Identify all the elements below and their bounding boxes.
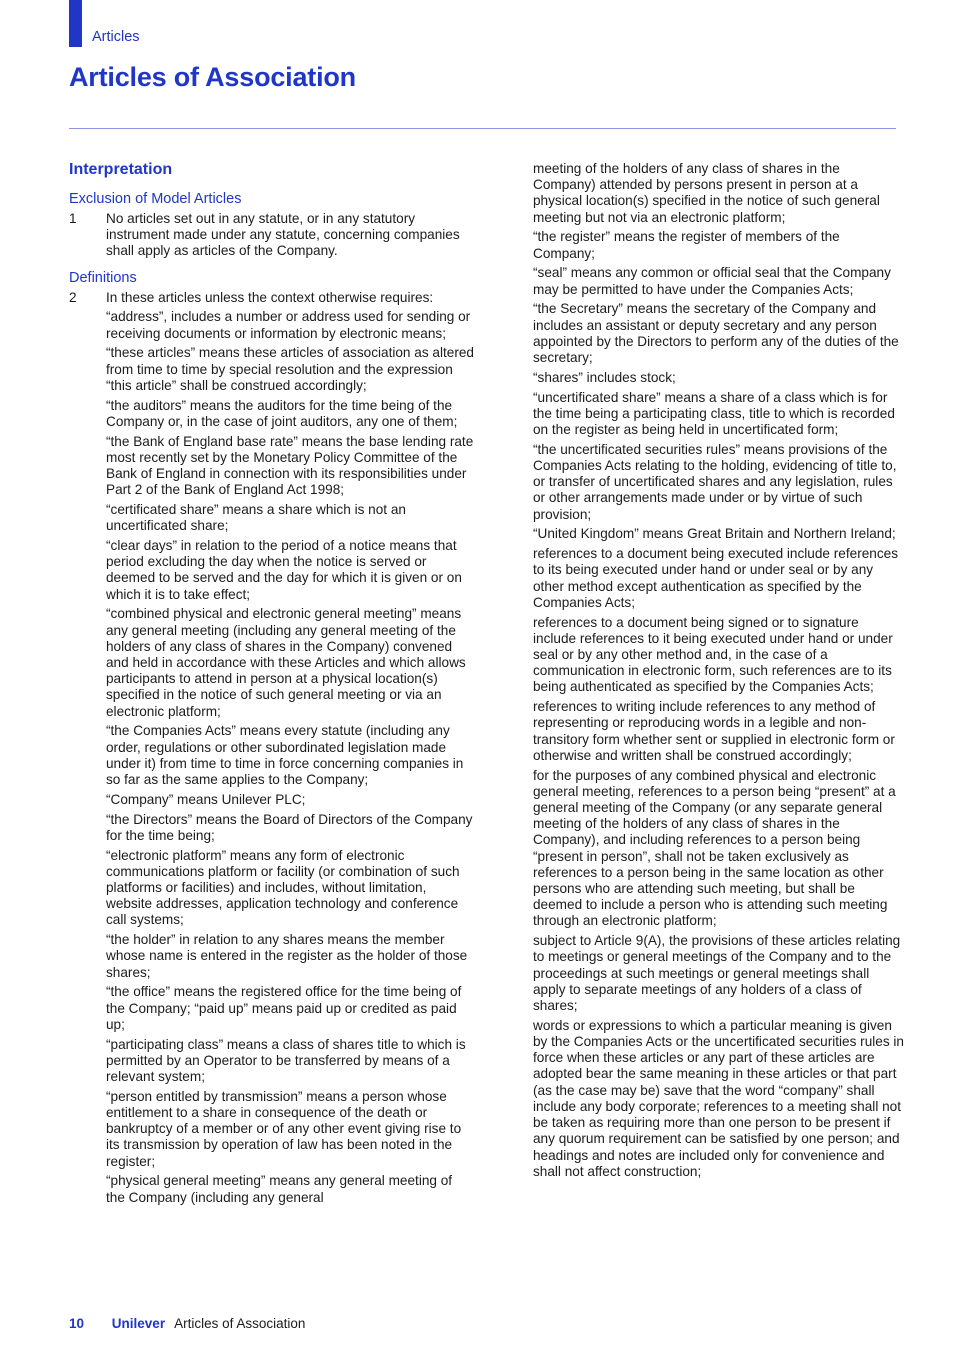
definition-item: “the holder” in relation to any shares means the member whose name is entered in the register as the holder of those shares; [106,932,468,980]
definition-item: “the office” means the registered office for the time being of the Company; “paid up” means paid up or credited as paid up; [106,984,462,1032]
definition-item: “seal” means any common or official seal that the Company may be permitted to have under the Companies Acts; [533,265,891,297]
definition-item: “clear days” in relation to the period of a notice means that period excluding the day when the notice is served or deemed to be served and the day for which it is given or on which it is to take effect; [106,538,462,602]
definition-item: “the auditors” means the auditors for the time being of the Company or, in the case of joint auditors, any one of them; [106,397,458,429]
definition-item: “these articles” means these articles of association as altered from time to time by special resolution and the expression “this article” shall be construed accordingly; [106,345,474,393]
definition-item: “uncertificated share” means a share of a class which is for the time being a participating class, title to which is recorded on the register as being held in uncertificated form; [533,389,895,438]
page-footer [69,1316,305,1331]
clause-1 [69,211,474,260]
definition-item: “combined physical and electronic general meeting” means any general meeting (including any general meeting of the holders of any class of shares in the Company) convened and held in accordance with these Articles and which allows participants to attend in person at a physical location(s) specified in the notice of such general meeting or via an electronic platform; [106,606,466,719]
definition-item: “the Directors” means the Board of Directors of the Company for the time being; [106,811,473,843]
definition-item: “participating class” means a class of shares title to which is permitted by an Operator to be transferred by means of a relevant system; [106,1036,466,1085]
definition-item: “person entitled by transmission” means a person whose entitlement to a share in consequence of the death or bankruptcy of a member or of any other event giving rise to its transmission by operation of law has been noted in the register; [106,1088,462,1169]
clause-number: 2 [69,289,77,305]
clause-2 [69,290,474,306]
title-divider [69,128,896,129]
definition-item: “the Companies Acts” means every statute (including any order, regulations or other subordinated legislation made under it) from time to time in force concerning companies in so far as the same applies to the Company; [106,723,464,788]
definition-item: for the purposes of any combined physical and electronic general meeting, references to a person being “present” at a general meeting of the Company (or any separate general meeting of the holders of any class of shares in the Company), and including references to a person being “present in person”, shall not be taken exclusively as references to a person being in the same location as other persons who are attending such meeting, but shall be deemed to include a person who is attending such meeting through an electronic platform; [533,767,896,929]
definitions-subheading: Definitions [69,269,137,286]
definition-item: words or expressions to which a particular meaning is given by the Companies Acts or the uncertificated securities rules in force when these articles or any part of these articles are adopted bear the same meaning in these articles or that part (as the case may be) save that the word “company” shall include any body corporate; references to a meeting shall not be taken as requiring more than one person to be present if any quorum requirement can be satisfied by one person; and headings and notes are included only for convenience and shall not affect construction; [533,1017,904,1179]
definition-item: “certificated share” means a share which is not an uncertificated share; [106,502,406,534]
exclusion-subheading: Exclusion of Model Articles [69,191,242,207]
left-column [69,160,474,1209]
definition-item: references to writing include references to any method of representing or reproducing words in a legible and non-transitory form whether sent or supplied in electronic form or otherwise and written shall be construed accordingly; [533,699,895,763]
definition-item: references to a document being executed include references to its being executed under hand or under seal or by any other method except authentication as specified by the Companies Acts; [533,546,898,610]
brand-name: Unilever [111,1316,166,1331]
right-column [533,161,905,1184]
definition-item: “address”, includes a number or address used for sending or receiving documents or information by electronic means; [106,309,471,341]
page-number: 10 [69,1316,85,1331]
definition-item: references to a document being signed or to signature include references to it being executed under hand or under seal or by any other method and, in the case of a communication in electronic form, such references are to its being authenticated as specified by the Companies Acts; [533,614,893,695]
section-tab-marker [69,0,82,47]
definition-item: “Company” means Unilever PLC; [106,791,306,807]
clause-text: No articles set out in any statute, or in any statutory instrument made under any statute, concerning companies shall apply as articles of the Company. [106,211,460,259]
section-tab-label: Articles [92,29,140,45]
definition-item: “the uncertificated securities rules” means provisions of the Companies Acts relating to the holding, evidencing of title to, or transfer of uncertificated shares and any legislation, rules or other arrangements made under or by virtue of such provision; [533,441,897,522]
definition-item: “physical general meeting” means any general meeting of the Company (including any general [106,1173,453,1205]
interpretation-heading: Interpretation [69,161,173,178]
definition-item: “the Bank of England base rate” means the base lending rate most recently set by the Monetary Policy Committee of the Bank of England in connection with its responsibilities under Part 2 of the Bank of England Act 1998; [106,433,474,498]
definition-item: “shares” includes stock; [533,369,676,385]
definition-item: “the Secretary” means the secretary of the Company and includes an assistant or deputy secretary and any person appointed by the Directors to perform any of the duties of the secretary; [533,301,899,366]
definition-item: “United Kingdom” means Great Britain and Northern Ireland; [533,526,896,542]
definition-item: meeting of the holders of any class of shares in the Company) attended by persons present in person at a physical location(s) specified in the notice of such general meeting but not via an electronic platform; [533,161,880,225]
clause-number: 1 [69,211,77,226]
definition-item: subject to Article 9(A), the provisions of these articles relating to meetings or general meetings of the Company and to the proceedings at such meetings or general meetings shall apply to separate meetings of any holders of a class of shares; [533,933,901,1014]
definition-item: “the register” means the register of members of the Company; [533,229,840,261]
clause-text: In these articles unless the context otherwise requires: [106,289,434,305]
definition-item: “electronic platform” means any form of electronic communications platform or facility (or combination of such platforms or facilities) and includes, without limitation, website addresses, application technology and conference call systems; [106,847,460,928]
footer-doc-title: Articles of Association [174,1316,306,1331]
page-title: Articles of Association [69,62,356,92]
